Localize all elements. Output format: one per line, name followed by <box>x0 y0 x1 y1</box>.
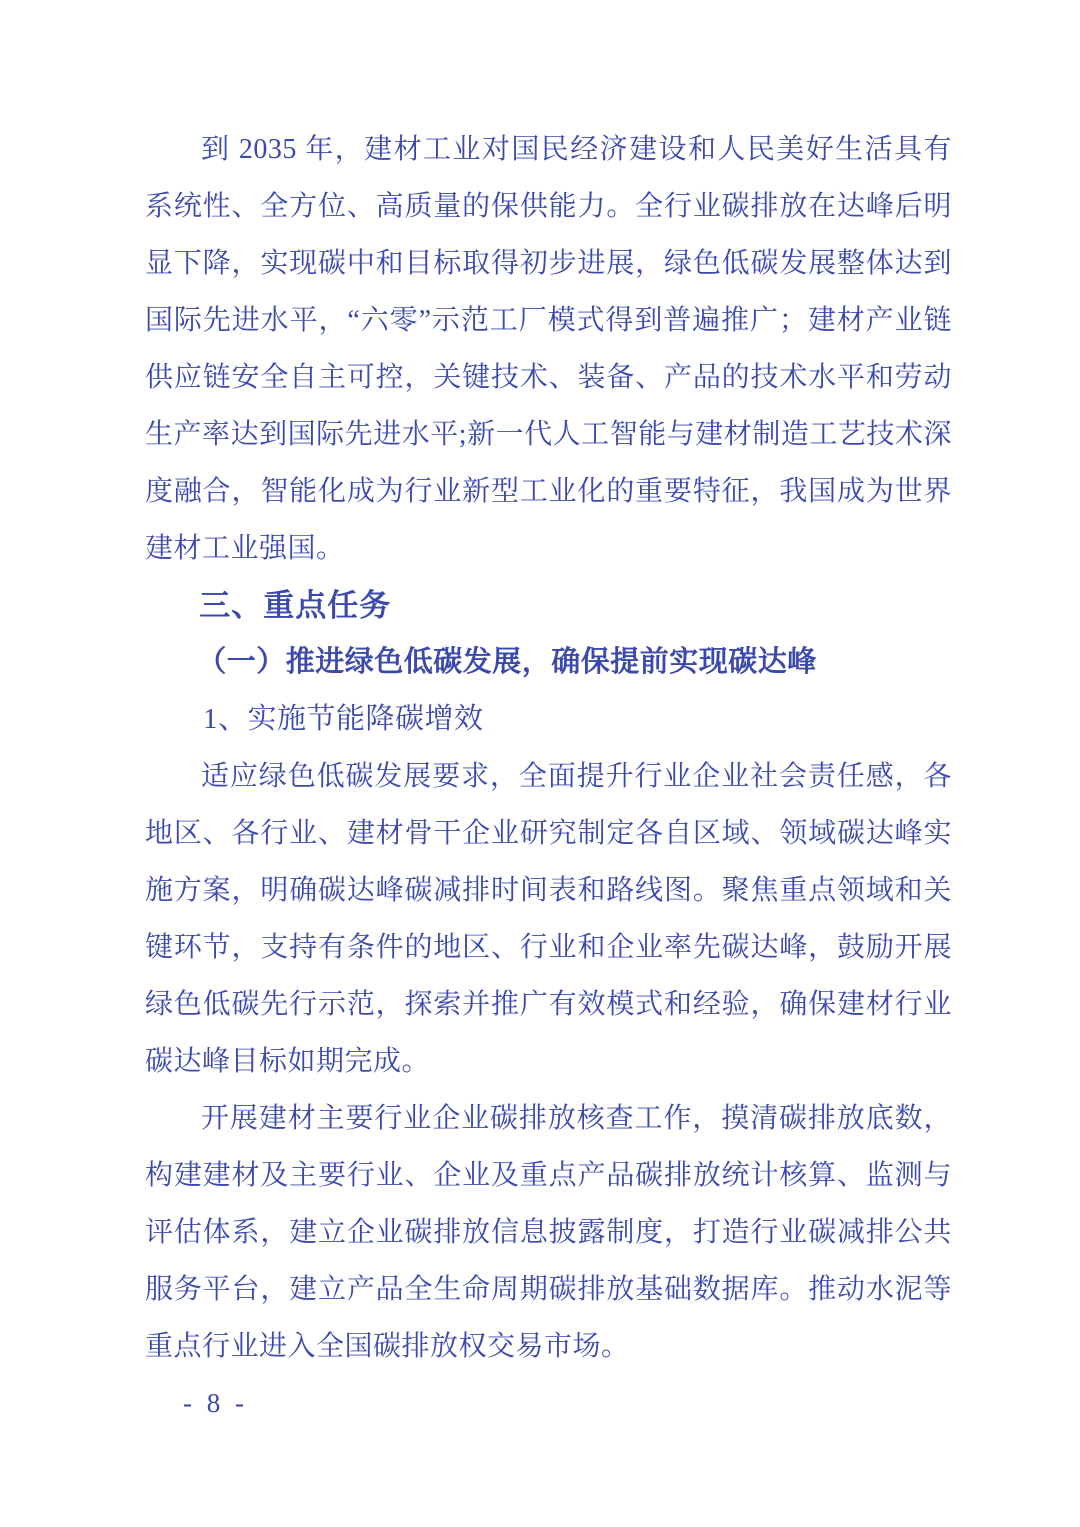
paragraph-carbon-peak-plan: 适应绿色低碳发展要求，全面提升行业企业社会责任感，各地区、各行业、建材骨干企业研究制定各自区域、领域碳达峰实施方案，明确碳达峰碳减排时间表和路线图。聚焦重点领域和关键环节，支持有条件的地区、行业和企业率先碳达峰，鼓励开展绿色低碳先行示范，探索并推广有效模式和经验，确保建材行业碳达峰目标如期完成。 <box>145 761 952 1077</box>
subsection-heading-green-lowcarbon-development: （一）推进绿色低碳发展，确保提前实现碳达峰 <box>197 646 817 678</box>
paragraph-vision-2035: 到 2035 年，建材工业对国民经济建设和人民美好生活具有系统性、全方位、高质量的保供能力。全行业碳排放在达峰后明显下降，实现碳中和目标取得初步进展，绿色低碳发展整体达到国际先进水平，“六零”示范工厂模式得到普遍推广；建材产业链供应链安全自主可控，关键技术、装备、产品的技术水平和劳动生产率达到国际先进水平;新一代人工智能与建材制造工艺技术深度融合，智能化成为行业新型工业化的重要特征，我国成为世界建材工业强国。 <box>145 134 952 564</box>
item-heading-energy-saving-carbon-reduction: 1、实施节能降碳增效 <box>203 703 484 735</box>
section-heading-key-tasks: 三、重点任务 <box>199 588 392 623</box>
paragraph-carbon-verification: 开展建材主要行业企业碳排放核查工作，摸清碳排放底数，构建建材及主要行业、企业及重点产品碳排放统计核算、监测与评估体系，建立企业碳排放信息披露制度，打造行业碳减排公共服务平台，建立产品全生命周期碳排放基础数据库。推动水泥等重点行业进入全国碳排放权交易市场。 <box>145 1103 952 1362</box>
page-number: - 8 - <box>183 1388 248 1418</box>
